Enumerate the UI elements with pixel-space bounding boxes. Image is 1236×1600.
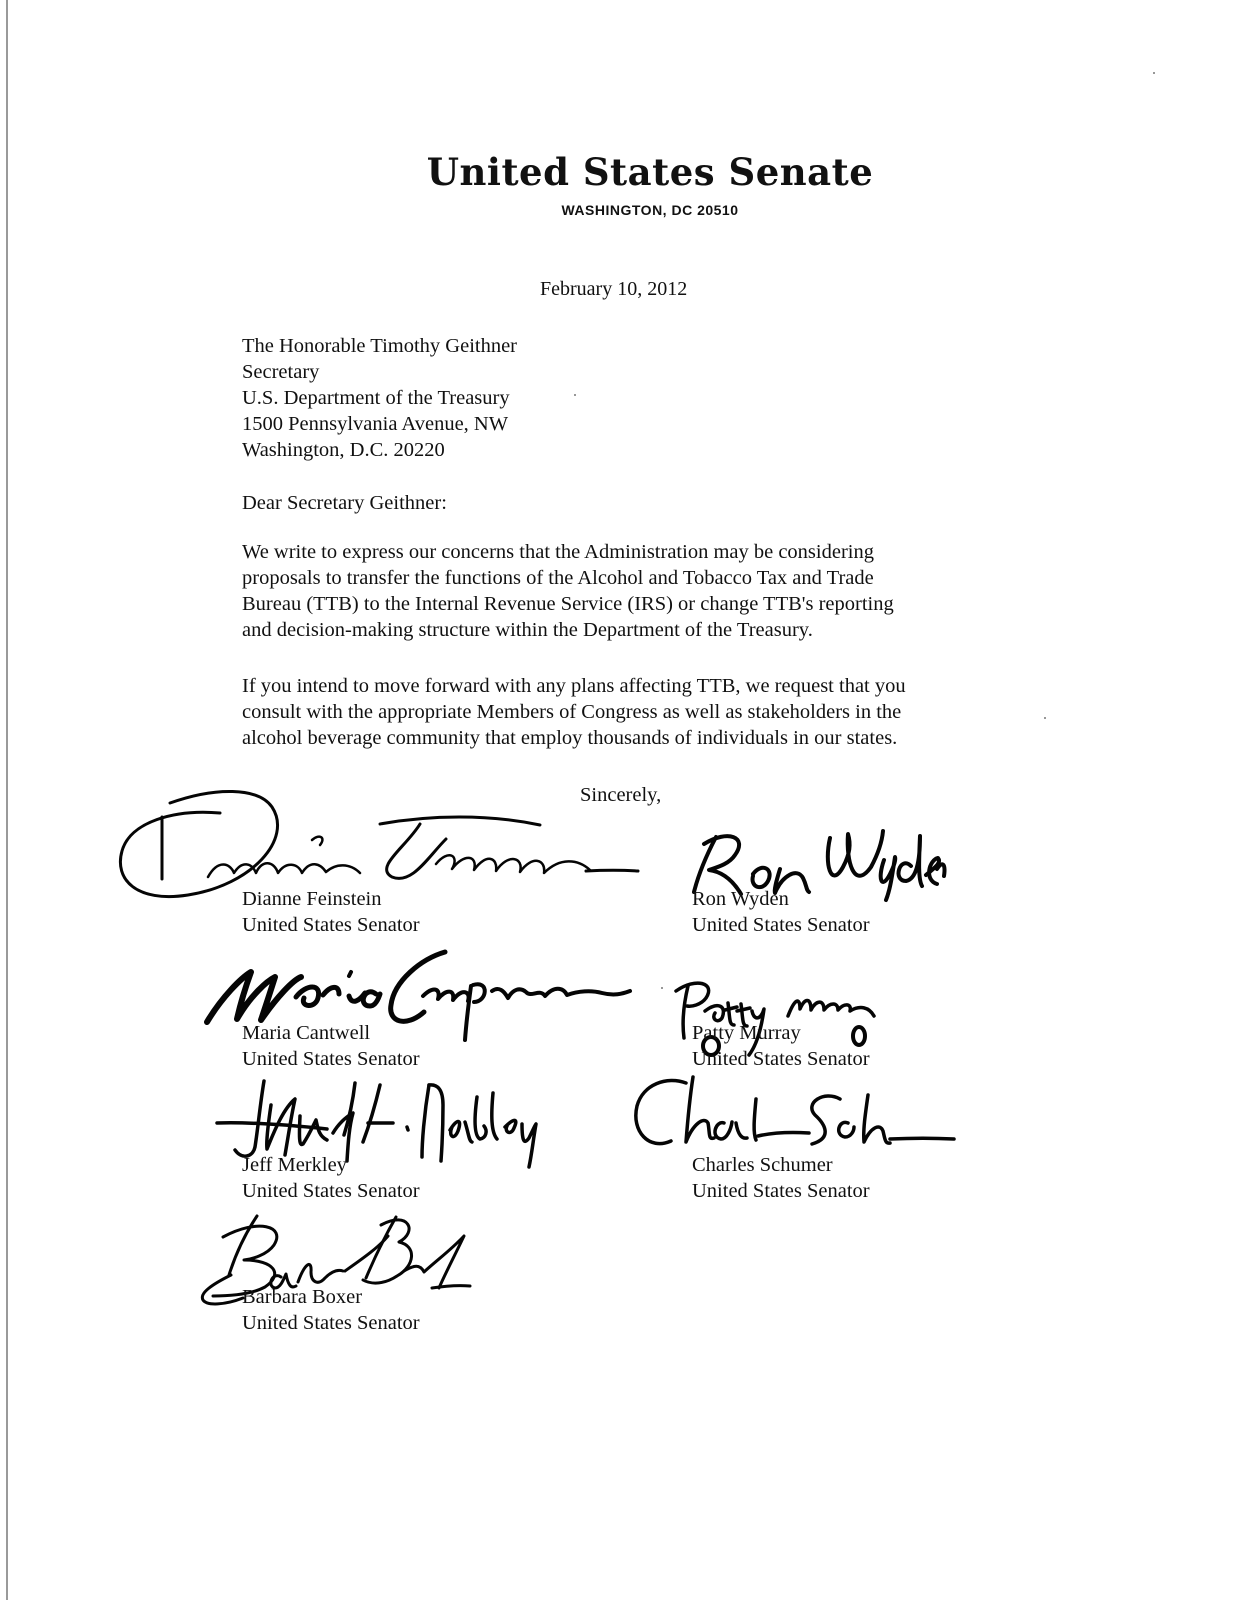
salutation: Dear Secretary Geithner: (242, 492, 447, 514)
signature-charles-schumer (628, 1069, 958, 1161)
letter-date: February 10, 2012 (540, 278, 688, 300)
signatory-title: United States Senator (242, 914, 420, 936)
paragraph-line: consult with the appropriate Members of Congress as well as stakeholders in the (242, 701, 902, 723)
recipient-name: The Honorable Timothy Geithner (242, 335, 518, 357)
signatory-title: United States Senator (692, 1048, 870, 1070)
paragraph-line: If you intend to move forward with any plans affecting TTB, we request that you (242, 675, 906, 697)
signatory-title: United States Senator (242, 1180, 420, 1202)
recipient-street: 1500 Pennsylvania Avenue, NW (242, 413, 509, 435)
recipient-city: Washington, D.C. 20220 (242, 439, 445, 461)
scan-speck (1044, 717, 1046, 719)
letterhead-title: United States Senate (426, 150, 874, 194)
signatory-name: Charles Schumer (692, 1154, 833, 1176)
signatory-title: United States Senator (692, 914, 870, 936)
paragraph-line: We write to express our concerns that the Administration may be considering (242, 541, 874, 563)
paragraph-line: proposals to transfer the functions of the Alcohol and Tobacco Tax and Trade (242, 567, 874, 589)
recipient-title: Secretary (242, 361, 320, 383)
signatory-name: Jeff Merkley (242, 1154, 347, 1176)
recipient-department: U.S. Department of the Treasury (242, 387, 510, 409)
closing: Sincerely, (580, 784, 662, 806)
signatory-name: Ron Wyden (692, 888, 789, 910)
paragraph-line: Bureau (TTB) to the Internal Revenue Service (IRS) or change TTB's reporting (242, 593, 894, 615)
signatory-title: United States Senator (242, 1312, 420, 1334)
signatory-name: Maria Cantwell (242, 1022, 371, 1044)
scan-speck (574, 394, 576, 396)
paragraph-line: and decision-making structure within the Department of the Treasury. (242, 619, 813, 641)
signatory-name: Patty Murray (692, 1022, 801, 1044)
signatory-title: United States Senator (692, 1180, 870, 1202)
signatory-name: Barbara Boxer (242, 1286, 363, 1308)
letterhead-address: WASHINGTON, DC 20510 (561, 202, 739, 218)
scan-edge-line (6, 0, 8, 1600)
signatory-name: Dianne Feinstein (242, 888, 382, 910)
signatory-title: United States Senator (242, 1048, 420, 1070)
paragraph-line: alcohol beverage community that employ thousands of individuals in our states. (242, 727, 898, 749)
scan-speck (1153, 72, 1155, 74)
